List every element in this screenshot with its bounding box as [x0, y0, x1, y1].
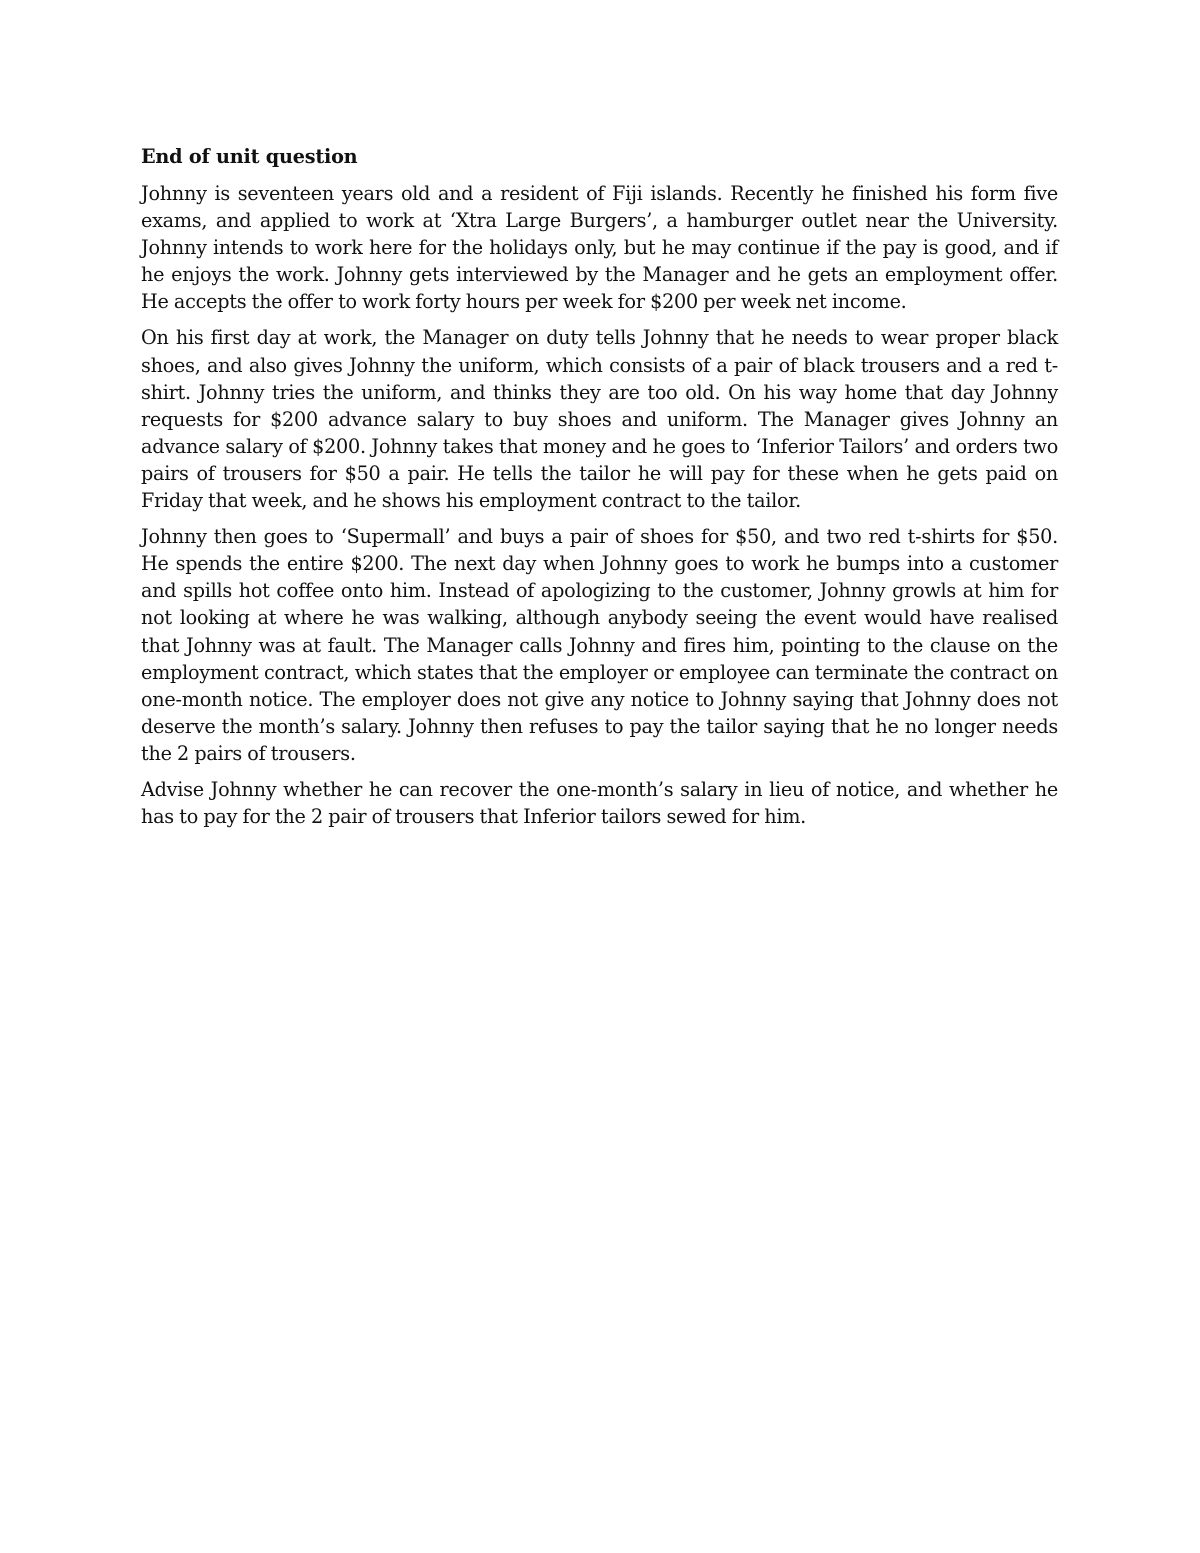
- paragraph-question: Advise Johnny whether he can recover the one-month’s salary in lieu of notice, and whether he has to pay for the 2 pair of trousers that Inferior tailors sewed for him.: [141, 777, 1058, 829]
- paragraph-scenario-intro: Johnny is seventeen years old and a resident of Fiji islands. Recently he finished his form five exams, and applied to work at ‘Xtra Large Burgers’, a hamburger outlet near the University. Johnny intends to work here for the holidays only, but he may continue if the pay is good, and if he enjoys the work. Johnny gets interviewed by the Manager and he gets an employment offer. He accepts the offer to work forty hours per week for $200 per week net income.: [141, 182, 1058, 314]
- document-body: [141, 143, 1058, 839]
- paragraph-dismissal: Johnny then goes to ‘Supermall’ and buys a pair of shoes for $50, and two red t-shirts for $50. He spends the entire $200. The next day when Johnny goes to work he bumps into a customer and spills hot coffee onto him. Instead of apologizing to the customer, Johnny growls at him for not looking at where he was walking, although anybody seeing the event would have realised that Johnny was at fault. The Manager calls Johnny and fires him, pointing to the clause on the employment contract, which states that the employer or employee can terminate the contract on one-month notice. The employer does not give any notice to Johnny saying that Johnny does not deserve the month’s salary. Johnny then refuses to pay the tailor saying that he no longer needs the 2 pairs of trousers.: [141, 525, 1058, 765]
- paragraph-first-day: On his first day at work, the Manager on duty tells Johnny that he needs to wear proper black shoes, and also gives Johnny the uniform, which consists of a pair of black trousers and a red t-shirt. Johnny tries the uniform, and thinks they are too old. On his way home that day Johnny requests for $200 advance salary to buy shoes and uniform. The Manager gives Johnny an advance salary of $200. Johnny takes that money and he goes to ‘Inferior Tailors’ and orders two pairs of trousers for $50 a pair. He tells the tailor he will pay for these when he gets paid on Friday that week, and he shows his employment contract to the tailor.: [141, 326, 1058, 513]
- section-heading: End of unit question: [141, 145, 358, 168]
